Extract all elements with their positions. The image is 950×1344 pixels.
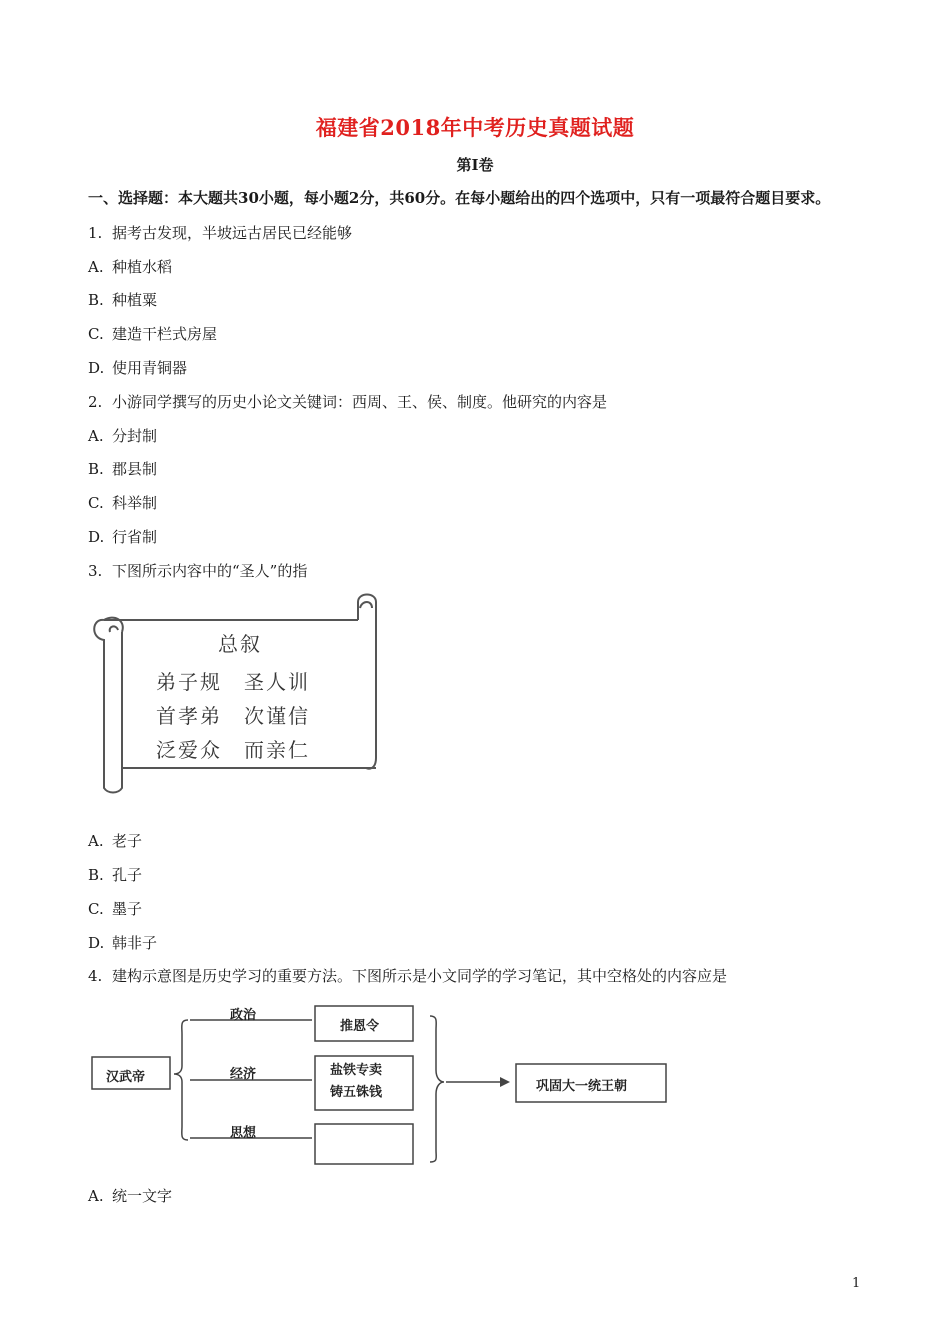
question-stem: 3. 下图所示内容中的“圣人”的指 [88,562,308,580]
option: B. 种植粟 [88,291,158,309]
scroll-line: 弟子规 圣人训 [156,670,310,694]
option: D. 行省制 [88,528,158,546]
page-title: 福建省2018年中考历史真题试题 [315,115,635,140]
scroll-line: 首孝弟 次谨信 [156,704,310,728]
option: A. 统一文字 [88,1187,173,1205]
scroll-heading: 总叙 [218,632,262,656]
option: D. 使用青铜器 [88,359,188,377]
option: B. 郡县制 [88,460,158,478]
diagram-result: 巩固大一统王朝 [536,1079,628,1094]
option: C. 科举制 [88,494,158,512]
scroll-line: 泛爱众 而亲仁 [156,738,310,762]
section-heading: 一、选择题：本大题共30小题，每小题2分，共60分。在每小题给出的四个选项中，只有一项最符合题目要求。 [88,189,831,207]
diagram-branch-content: 盐铁专卖 铸五铢钱 [330,1063,383,1100]
scroll-illustration [86,588,382,796]
question-stem: 1. 据考古发现，半坡远古居民已经能够 [88,224,353,242]
concept-diagram [90,1000,670,1172]
question-stem: 4. 建构示意图是历史学习的重要方法。下图所示是小文同学的学习笔记，其中空格处的内容应是 [88,967,728,985]
volume-heading: 第Ⅰ卷 [456,156,494,174]
question-stem: 2. 小游同学撰写的历史小论文关键词：西周、王、侯、制度。他研究的内容是 [88,393,608,411]
diagram-branch-content: 推恩令 [340,1019,380,1034]
option: A. 分封制 [88,427,158,445]
diagram-branch-label: 政治 [230,1008,257,1023]
option: C. 建造干栏式房屋 [88,325,218,343]
option: D. 韩非子 [88,934,158,952]
diagram-emperor: 汉武帝 [106,1070,146,1085]
option: A. 老子 [88,832,143,850]
arrow-head [500,1077,510,1087]
option: B. 孔子 [88,866,143,884]
option: C. 墨子 [88,900,143,918]
diagram-branch-label: 思想 [230,1126,257,1141]
option: A. 种植水稻 [88,258,173,276]
page-number: 1 [852,1276,861,1291]
diagram-branch-label: 经济 [230,1067,257,1082]
